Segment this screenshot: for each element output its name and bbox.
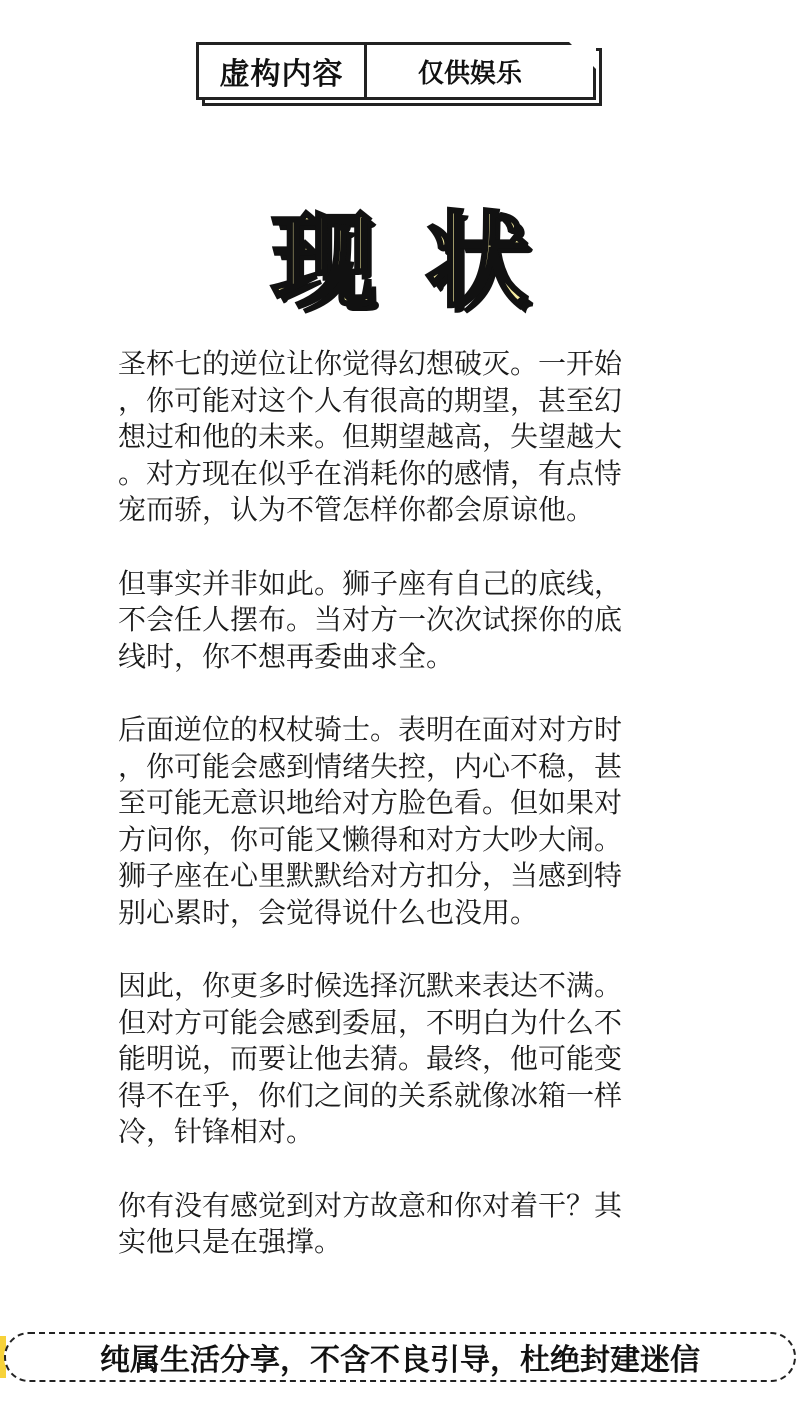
disclaimer-banner: 纯属生活分享，不含不良引导，杜绝封建迷信 bbox=[4, 1332, 796, 1382]
content-tag bbox=[196, 42, 604, 108]
paragraph-2: 但事实并非如此。狮子座有自己的底线， 不会任人摆布。当对方一次次试探你的底 线时，你不想再委曲求全。 bbox=[118, 566, 623, 673]
article-body bbox=[118, 346, 684, 1297]
paragraph-5: 你有没有感觉到对方故意和你对着干？其 实他只是在强撑。 bbox=[118, 1188, 623, 1259]
page-title: 现状 bbox=[270, 200, 579, 322]
paragraph-4: 因此，你更多时候选择沉默来表达不满。 但对方可能会感到委屈，不明白为什么不 能明说，而要让他去猜。最终，他可能变 得不在乎，你们之间的关系就像冰箱一样 冷，针锋相对。 bbox=[118, 969, 623, 1149]
paragraph-3: 后面逆位的权杖骑士。表明在面对对方时 ，你可能会感到情绪失控，内心不稳，甚 至可能无意识地给对方脸色看。但如果对 方问你，你可能又懒得和对方大吵大闹。 狮子座在心里默默给对方扣分，当感到特 别心累时，会觉得说什么也没用。 bbox=[118, 712, 623, 929]
paragraph-1: 圣杯七的逆位让你觉得幻想破灭。一开始 ，你可能对这个人有很高的期望，甚至幻 想过和他的未来。但期望越高，失望越大 。对方现在似乎在消耗你的感情，有点恃 宠而骄，认为不管怎样你都会原谅他。 bbox=[118, 347, 623, 527]
entertainment-label: 仅供娱乐 bbox=[417, 58, 522, 89]
fiction-label: 虚构内容 bbox=[199, 45, 367, 97]
folded-corner-icon bbox=[569, 42, 596, 69]
content-tag-box bbox=[196, 42, 596, 100]
